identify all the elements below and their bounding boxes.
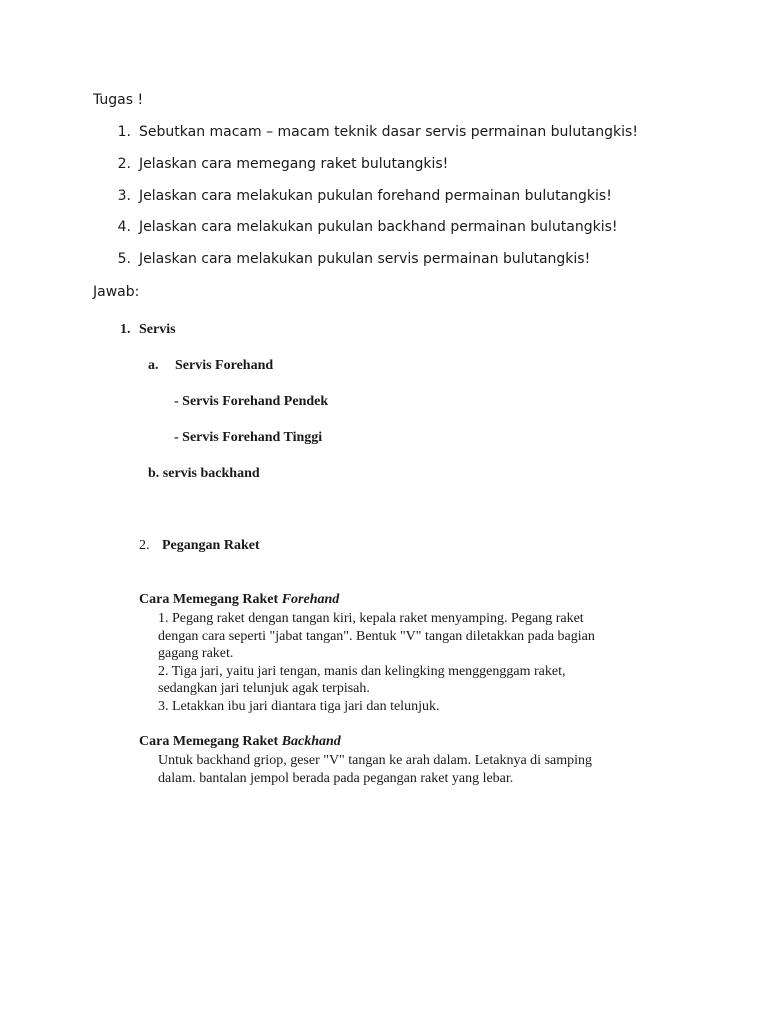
section-2-title: Pegangan Raket: [162, 538, 260, 553]
tugas-heading: Tugas !: [93, 92, 144, 108]
list-item-number: 3.: [117, 188, 131, 204]
list-item-text: Jelaskan cara melakukan pukulan backhand permainan bulutangkis!: [139, 219, 618, 235]
list-item-text: Jelaskan cara memegang raket bulutangkis!: [139, 156, 449, 172]
sub-a-item: - Servis Forehand Tinggi: [174, 430, 323, 445]
forehand-heading: [139, 592, 339, 608]
paragraph-line: 2. Tiga jari, yaitu jari tengan, manis dan kelingking menggenggam raket,: [158, 663, 566, 679]
paragraph-line: sedangkan jari telunjuk agak terpisah.: [158, 681, 370, 696]
list-item-text: Jelaskan cara melakukan pukulan servis permainan bulutangkis!: [139, 251, 591, 267]
paragraph-line: dalam. bantalan jempol berada pada pegangan raket yang lebar.: [158, 770, 514, 786]
paragraph-line: dengan cara seperti "jabat tangan". Bentuk "V" tangan diletakkan pada bagian: [158, 628, 595, 644]
jawab-heading: Jawab:: [93, 284, 140, 300]
section-1-title: Servis: [139, 322, 176, 337]
sub-a-item: - Servis Forehand Pendek: [174, 394, 329, 409]
forehand-heading-prefix: Cara Memegang Raket: [139, 592, 282, 607]
forehand-heading-emphasis: Forehand: [281, 592, 340, 607]
forehand-paragraph: [158, 610, 595, 715]
paragraph-line: 3. Letakkan ibu jari diantara tiga jari dan telunjuk.: [158, 698, 440, 714]
list-item-number: 4.: [117, 219, 131, 235]
backhand-heading: [139, 734, 341, 750]
sub-a-label: a.: [148, 358, 159, 373]
list-item-text: Sebutkan macam – macam teknik dasar servis permainan bulutangkis!: [139, 124, 638, 140]
sub-b-title: b. servis backhand: [148, 466, 260, 481]
paragraph-line: 1. Pegang raket dengan tangan kiri, kepala raket menyamping. Pegang raket: [158, 611, 584, 626]
list-item-text: Jelaskan cara melakukan pukulan forehand permainan bulutangkis!: [139, 188, 612, 204]
list-item-number: 5.: [117, 251, 131, 267]
list-item-number: 2.: [117, 156, 131, 172]
section-1-number: 1.: [120, 322, 131, 337]
section-2-number: 2.: [139, 538, 150, 553]
list-item-number: 1.: [117, 124, 131, 140]
backhand-heading-emphasis: Backhand: [281, 734, 341, 749]
paragraph-line: Untuk backhand griop, geser "V" tangan ke arah dalam. Letaknya di samping: [158, 753, 593, 768]
backhand-heading-prefix: Cara Memegang Raket: [139, 734, 282, 749]
backhand-paragraph: [158, 752, 592, 787]
sub-a-title: Servis Forehand: [175, 358, 274, 373]
paragraph-line: gagang raket.: [158, 646, 234, 661]
